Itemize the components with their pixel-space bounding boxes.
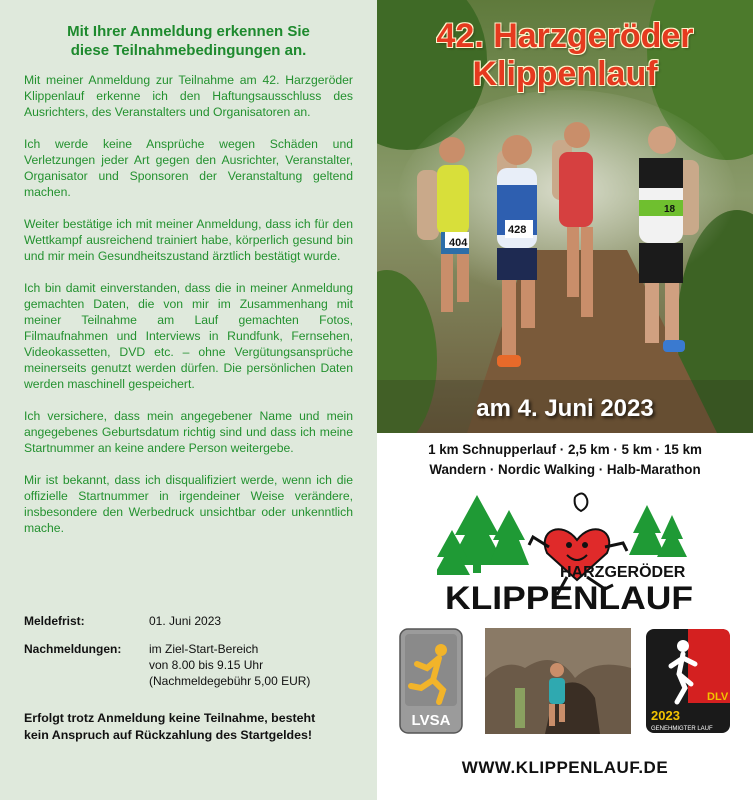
- deadline-value: 01. Juni 2023: [149, 614, 222, 628]
- bib-428: 428: [508, 224, 527, 236]
- distances-line-1: 1 km Schnupperlauf · 2,5 km · 5 km · 15 km: [428, 442, 702, 457]
- event-title-line-2: Klippenlauf: [472, 55, 658, 93]
- late-registration-row: [24, 641, 354, 689]
- paragraph-identity: Ich versichere, dass mein angegebener Name und mein angegebenes Geburtsdatum richtig sind und dass ich meine Startnummer an keine andere Person weitergebe.: [24, 409, 353, 455]
- dlv-caption: GENEHMIGTER LAUF: [651, 726, 713, 732]
- bib-404: 404: [449, 237, 468, 249]
- deadline-row: [24, 613, 354, 629]
- lvsa-text: LVSA: [411, 712, 451, 729]
- klippenlauf-logo: [437, 485, 697, 620]
- dlv-text: DLV: [707, 691, 729, 703]
- lvsa-badge: [399, 628, 463, 734]
- conditions-heading: [24, 22, 353, 60]
- logo-klippenlauf-text: KLIPPENLAUF: [445, 580, 693, 616]
- heading-line-1: Mit Ihrer Anmeldung erkennen Sie: [67, 23, 310, 40]
- bib-18: 18: [664, 204, 676, 215]
- lvsa-logo-icon: [399, 628, 463, 734]
- runners-photo: [377, 0, 753, 433]
- distances-line-2: Wandern · Nordic Walking · Halb-Marathon: [429, 462, 701, 477]
- late-registration-fee: (Nachmeldegebühr 5,00 EUR): [149, 674, 311, 688]
- event-title-line-1: 42. Harzgeröder: [436, 17, 694, 55]
- website-url[interactable]: WWW.KLIPPENLAUF.DE: [461, 758, 669, 777]
- trail-runner-illustration: [485, 628, 631, 734]
- logo-harzgeroder-text: HARZGERÖDER: [560, 564, 686, 581]
- logo-graphic: [437, 485, 697, 620]
- dlv-year: 2023: [651, 708, 680, 723]
- deadline-label: Meldefrist:: [24, 614, 85, 628]
- refund-warning: [24, 710, 354, 744]
- event-date: am 4. Juni 2023: [476, 395, 654, 422]
- late-registration-label: Nachmeldungen:: [24, 642, 122, 656]
- dlv-badge: [645, 628, 731, 734]
- late-registration-value: [149, 641, 310, 689]
- paragraph-health: Weiter bestätige ich mit meiner Anmeldung, dass ich für den Wettkampf ausreichend trainiert habe, körperlich gesund bin und mir mein Gesundheitszustand ärztlich bestätigt wurde.: [24, 217, 353, 263]
- paragraph-disqualification: Mir ist bekannt, dass ich disqualifiziert werde, wenn ich die offizielle Startnummer in irgendeiner Weise verändere, insbesondere den Werbedruck unsichtbar oder unkenntlich mache.: [24, 473, 353, 535]
- trail-runner-photo: [485, 628, 631, 734]
- registration-facts: [24, 613, 354, 701]
- paragraph-liability: Mit meiner Anmeldung zur Teilnahme am 42. Harzgeröder Klippenlauf erkenne ich den Haftungsausschluss des Ausrichters, des Veranstalters und Organisatoren an.: [24, 73, 353, 119]
- late-registration-place: im Ziel-Start-Bereich: [149, 642, 259, 656]
- heading-line-2: diese Teilnahmebedingungen an.: [70, 42, 307, 59]
- dlv-logo-icon: [645, 628, 731, 734]
- refund-warning-line-1: Erfolgt trotz Anmeldung keine Teilnahme, besteht: [24, 711, 316, 725]
- paragraph-claims: Ich werde keine Ansprüche wegen Schäden und Verletzungen jeder Art gegen den Ausrichter, Veranstalter, Organisator und Sponsoren der Veranstaltung geltend machen.: [24, 137, 353, 199]
- refund-warning-line-2: kein Anspruch auf Rückzahlung des Startgeldes!: [24, 728, 313, 742]
- paragraph-media: Ich bin damit einverstanden, dass die in meiner Anmeldung gemachten Daten, die von mir im Zusammenhang mit meiner Teilnahme am Lauf gemachten Fotos, Filmaufnahmen und Interviews in Rundfunk, Fernsehen, Videokassetten, DVD etc. – ohne Vergütungsansprüche meinerseits genutzt werden dürfen. Die persönlichen Daten werden maschinell gespeichert.: [24, 281, 353, 391]
- event-panel: [377, 0, 753, 800]
- late-registration-time: von 8.00 bis 9.15 Uhr: [149, 658, 264, 672]
